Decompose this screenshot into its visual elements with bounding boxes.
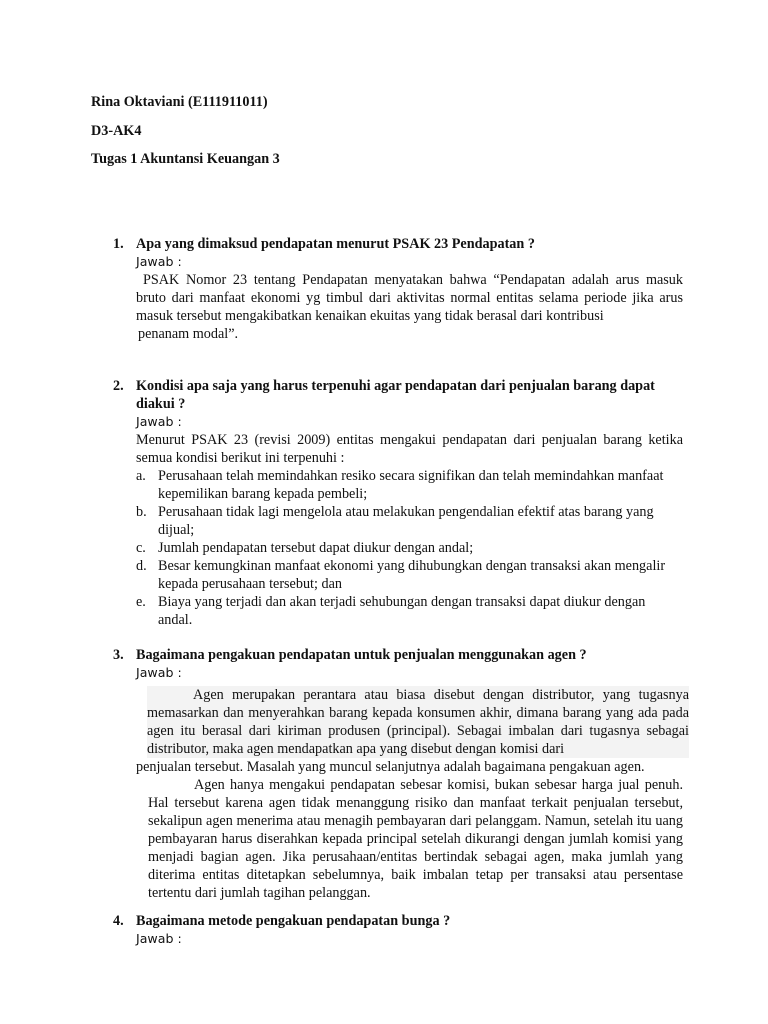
question-1-answer-main: PSAK Nomor 23 tentang Pendapatan menyatakan bahwa “Pendapatan adalah arus masuk bruto dari manfaat ekonomi yg timbul dari aktivitas normal entitas selama periode jika arus masuk tersebut mengakibatkan kenaikan ekuitas yang tidak berasal dari kontribusi	[136, 272, 683, 324]
question-1	[113, 235, 683, 343]
question-3-para1-end: penjualan tersebut. Masalah yang muncul selanjutnya adalah bagaimana pengakuan agen.	[136, 759, 645, 775]
list-item	[136, 467, 683, 503]
question-2-intro: Menurut PSAK 23 (revisi 2009) entitas mengakui pendapatan dari penjualan barang ketika semua kondisi berikut ini terpenuhi :	[136, 432, 683, 466]
question-3-number: 3.	[113, 647, 124, 663]
question-1-jawab-label: Jawab :	[136, 254, 182, 269]
list-marker: e.	[136, 594, 146, 610]
question-3-text: Bagaimana pengakuan pendapatan untuk penjualan menggunakan agen ?	[136, 647, 587, 663]
list-marker: d.	[136, 558, 147, 574]
list-item-text: Jumlah pendapatan tersebut dapat diukur dengan andal;	[158, 540, 474, 556]
question-3-body	[136, 758, 683, 902]
question-1-answer	[136, 271, 683, 343]
assignment-title: Tugas 1 Akuntansi Keuangan 3	[91, 151, 280, 167]
question-2-jawab-label: Jawab :	[136, 414, 182, 429]
list-item	[136, 503, 683, 539]
question-1-text: Apa yang dimaksud pendapatan menurut PSAK 23 Pendapatan ?	[136, 236, 535, 252]
question-2-text: Kondisi apa saja yang harus terpenuhi agar pendapatan dari penjualan barang dapat diakui ?	[136, 378, 655, 412]
question-4	[113, 912, 683, 948]
question-2-conditions-list	[136, 467, 683, 629]
student-name: Rina Oktaviani (E111911011)	[91, 94, 268, 110]
list-item-text: Besar kemungkinan manfaat ekonomi yang dihubungkan dengan transaksi akan mengalir kepada perusahaan tersebut; dan	[158, 558, 666, 592]
question-1-answer-end: penanam modal”.	[138, 326, 239, 342]
list-item-text: Perusahaan telah memindahkan resiko secara signifikan dan telah memindahkan manfaat kepemilikan barang kepada pembeli;	[158, 468, 664, 502]
question-3-jawab-label: Jawab :	[136, 665, 182, 680]
list-item	[136, 539, 683, 557]
question-3-para1: Agen merupakan perantara atau biasa disebut dengan distributor, yang tugasnya memasarkan dan menyerahkan barang kepada konsumen akhir, dimana barang yang ada pada agen itu berasal dari kiriman produsen (principal). Sebagai imbalan dari tugasnya sebagai distributor, maka agen mendapatkan apa yang disebut dengan komisi dari	[147, 687, 689, 757]
question-1-number: 1.	[113, 236, 124, 252]
question-4-jawab-label: Jawab :	[136, 931, 182, 946]
question-2-number: 2.	[113, 378, 124, 394]
list-item-text: Perusahaan tidak lagi mengelola atau melakukan pengendalian efektif atas barang yang dijual;	[158, 504, 654, 538]
question-3-highlighted-paragraph	[147, 686, 689, 758]
list-item	[136, 593, 683, 629]
list-marker: c.	[136, 540, 146, 556]
student-class: D3-AK4	[91, 123, 142, 139]
question-4-number: 4.	[113, 913, 124, 929]
question-2	[113, 377, 683, 629]
list-marker: b.	[136, 504, 147, 520]
question-3-para2: Agen hanya mengakui pendapatan sebesar komisi, bukan sebesar harga jual penuh. Hal tersebut karena agen tidak menanggung risiko dan manfaat terkait penjualan tersebut, sekalipun agen menerima atau menagih pembayaran dari pelanggam. Namun, setelah itu uang pembayaran harus diserahkan kepada principal setelah dikurangi dengan jumlah komisi yang menjadi bagian agen. Jika perusahaan/entitas bertindak sebagai agen, maka jumlah yang diterima entitas ditetapkan sebelumnya, baik imbalan tetap per transaksi atau persentase tertentu dari jumlah tagihan pelanggan.	[148, 777, 683, 901]
list-item-text: Biaya yang terjadi dan akan terjadi sehubungan dengan transaksi dapat diukur dengan andal.	[158, 594, 646, 628]
question-3	[113, 646, 689, 902]
list-item	[136, 557, 683, 593]
question-4-text: Bagaimana metode pengakuan pendapatan bunga ?	[136, 913, 451, 929]
list-marker: a.	[136, 468, 146, 484]
